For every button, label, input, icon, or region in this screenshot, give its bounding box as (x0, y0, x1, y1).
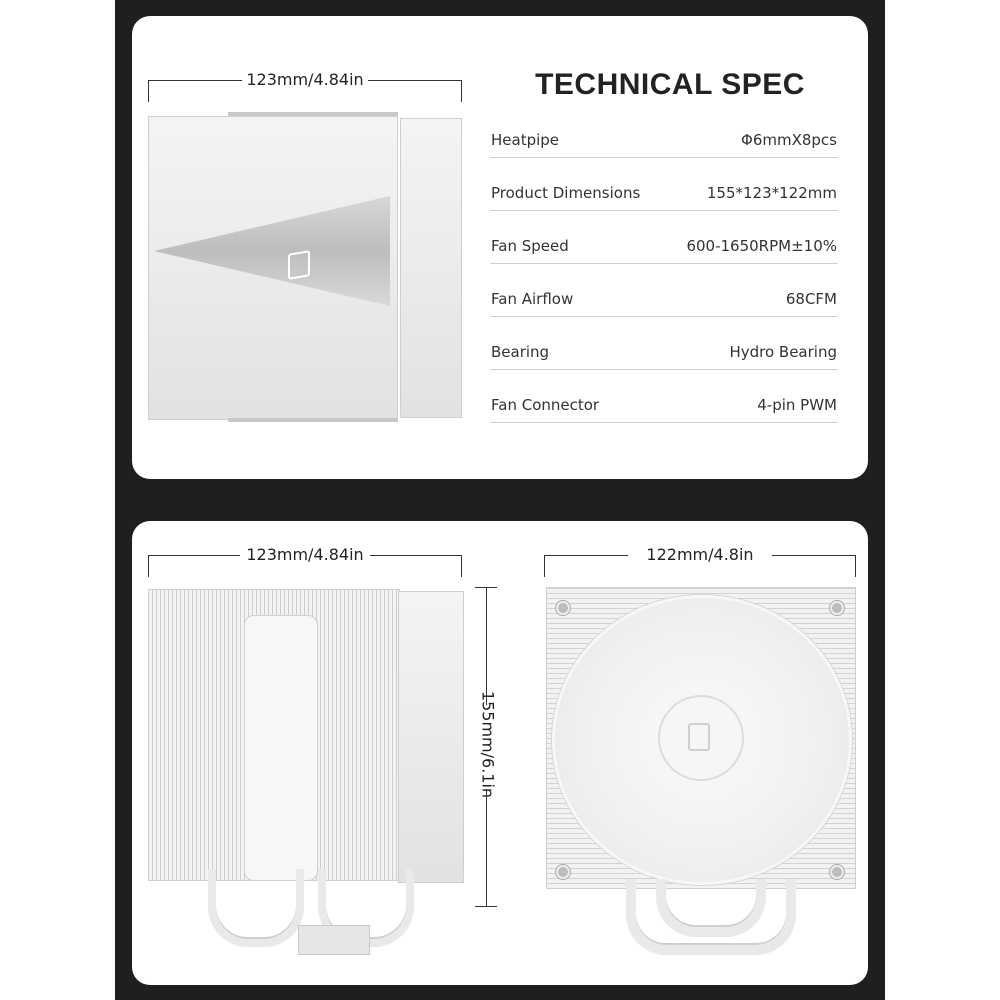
spec-card (132, 16, 868, 479)
top-width-label: 123mm/4.84in (246, 70, 364, 89)
spec-value: 4-pin PWM (757, 396, 837, 414)
cooler-front-view (546, 587, 856, 959)
brand-logo-icon (688, 723, 710, 751)
screw-icon (556, 601, 570, 615)
side-width-dimension (148, 543, 462, 579)
spec-value: 68CFM (785, 290, 837, 308)
spec-title: TECHNICAL SPEC (535, 68, 805, 101)
spec-value: Hydro Bearing (729, 343, 837, 361)
screw-icon (830, 601, 844, 615)
spec-value: 155*123*122mm (706, 184, 837, 202)
height-label: 155mm/6.1in (478, 690, 498, 799)
screw-icon (830, 865, 844, 879)
spec-row-dimensions (490, 174, 838, 211)
brand-logo-icon (288, 250, 310, 280)
height-dimension (474, 587, 500, 907)
spec-row-bearing (490, 333, 838, 370)
spec-row-heatpipe (490, 121, 838, 158)
dimensions-card (132, 521, 868, 985)
screw-icon (556, 865, 570, 879)
spec-key: Product Dimensions (491, 184, 641, 202)
front-width-dimension (544, 543, 856, 579)
spec-key: Bearing (491, 343, 550, 361)
spec-row-connector (490, 386, 838, 423)
spec-key: Fan Airflow (491, 290, 574, 308)
front-width-label: 122mm/4.8in (646, 545, 754, 564)
spec-row-airflow (490, 280, 838, 317)
top-width-dimension (148, 68, 462, 104)
spec-key: Fan Speed (491, 237, 569, 255)
spec-value: Φ6mmX8pcs (741, 131, 837, 149)
spec-key: Fan Connector (491, 396, 600, 414)
cooler-side-view (148, 589, 466, 955)
spec-key: Heatpipe (491, 131, 560, 149)
cooler-top-view (148, 116, 464, 420)
spec-value: 600-1650RPM±10% (686, 237, 837, 255)
side-width-label: 123mm/4.84in (246, 545, 364, 564)
spec-row-fan-speed (490, 227, 838, 264)
